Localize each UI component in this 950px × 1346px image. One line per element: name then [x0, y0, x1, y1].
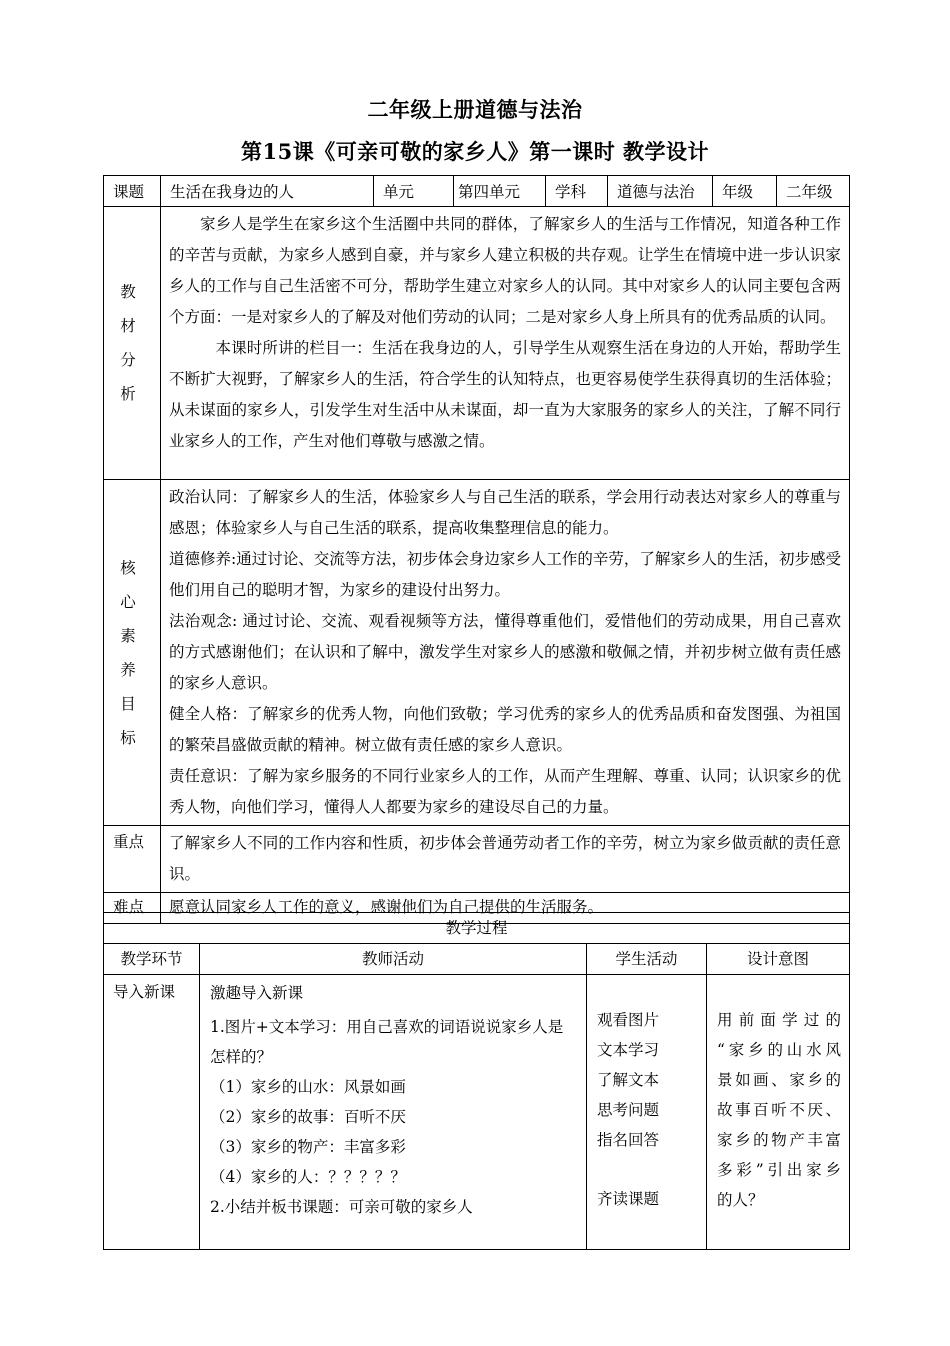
col-student: 学生活动 — [587, 944, 707, 975]
core-goals-text — [161, 480, 850, 826]
col-intent: 设计意图 — [707, 944, 850, 975]
unit-label: 单元 — [374, 176, 454, 207]
core-goals-label: 核 心 素 养 目 标 — [104, 480, 161, 826]
goal-law: 法治观念: 通过讨论、交流、观看视频等方法，懂得尊重他们，爱惜他们的劳动成果，用自己喜欢的方式感谢他们；在认识和了解中，激发学生对家乡人的感激和敬佩之情，并初步树立做有责任感的家乡人意识。 — [169, 612, 841, 692]
col-stage: 教学环节 — [104, 944, 200, 975]
subject-value: 道德与法治 — [608, 176, 713, 207]
unit-value: 第四单元 — [454, 176, 546, 207]
core-goals-row — [104, 480, 850, 826]
material-analysis-row — [104, 207, 850, 480]
lesson-title: 第15课《可亲可敬的家乡人》第一课时 教学设计 — [240, 139, 710, 164]
material-analysis-text — [161, 207, 850, 480]
student-activity: 观看图片 文本学习 了解文本 思考问题 指名回答 齐读课题 — [587, 975, 707, 1250]
topic-label: 课题 — [104, 176, 161, 207]
teacher-item1: 1.图片+文本学习：用自己喜欢的词语说说家乡人是怎样的？ — [210, 1018, 564, 1066]
process-row-intro — [104, 975, 850, 1250]
lesson-info-table — [103, 175, 850, 924]
material-analysis-label: 教 材 分 析 — [104, 207, 161, 480]
teacher-sub1: （1）家乡的山水：风景如画 — [210, 1078, 406, 1096]
goal-moral: 道德修养:通过讨论、交流等方法，初步体会身边家乡人工作的辛劳，了解家乡人的生活，初步感受他们用自己的聪明才智，为家乡的建设付出努力。 — [169, 550, 841, 599]
design-intent: 用前面学过的 “家乡的山水风 景如画、家乡的 故事百听不厌、 家乡的物产丰富 多彩”引出家乡 的人？ — [707, 975, 850, 1250]
process-title: 教学过程 — [104, 913, 850, 944]
key-point-label: 重点 — [104, 826, 161, 893]
goal-political: 政治认同：了解家乡人的生活，体验家乡人与自己生活的联系，学会用行动表达对家乡人的尊重与感恩；体验家乡人与自己生活的联系，提高收集整理信息的能力。 — [169, 488, 841, 537]
goal-responsibility: 责任意识：了解为家乡服务的不同行业家乡人的工作，从而产生理解、尊重、认同；认识家乡的优秀人物，向他们学习，懂得人人都要为家乡的建设尽自己的力量。 — [169, 767, 841, 816]
teacher-heading: 激趣导入新课 — [210, 984, 304, 1002]
difficulty-text: 愿意认同家乡人工作的意义，感谢他们为自己提供的生活服务。 — [161, 893, 850, 924]
header-row — [104, 176, 850, 207]
document-title: 二年级上册道德与法治 — [367, 97, 583, 122]
process-header-row — [104, 944, 850, 975]
teacher-sub3: （3）家乡的物产：丰富多彩 — [210, 1138, 406, 1156]
difficulty-label: 难点 — [104, 893, 161, 924]
material-analysis-para2: 本课时所讲的栏目一：生活在我身边的人，引导学生从观察生活在身边的人开始，帮助学生不断扩大视野，了解家乡人的生活，符合学生的认知特点，也更容易使学生获得真切的生活体验；从未谋面的家乡人，引发学生对生活中从未谋面，却一直为大家服务的家乡人的关注，了解不同行业家乡人的工作，产生对他们尊敬与感激之情。 — [169, 339, 841, 450]
goal-personality: 健全人格：了解家乡的优秀人物，向他们致敬；学习优秀的家乡人的优秀品质和奋发图强、为祖国的繁荣昌盛做贡献的精神。树立做有责任感的家乡人意识。 — [169, 705, 841, 754]
key-point-row — [104, 826, 850, 893]
topic-value: 生活在我身边的人 — [161, 176, 374, 207]
teacher-item2: 2.小结并板书课题：可亲可敬的家乡人 — [210, 1198, 473, 1216]
grade-value: 二年级 — [777, 176, 850, 207]
key-point-text: 了解家乡人不同的工作内容和性质，初步体会普通劳动者工作的辛劳，树立为家乡做贡献的责任意识。 — [161, 826, 850, 893]
teacher-activity — [200, 975, 587, 1250]
teaching-process-table — [103, 912, 850, 1250]
col-teacher: 教师活动 — [200, 944, 587, 975]
grade-label: 年级 — [713, 176, 777, 207]
material-analysis-para1: 家乡人是学生在家乡这个生活圈中共同的群体，了解家乡人的生活与工作情况，知道各种工作的辛苦与贡献，为家乡人感到自豪，并与家乡人建立积极的共存观。让学生在情境中进一步认识家乡人的工作与自己生活密不可分，帮助学生建立对家乡人的认同。其中对家乡人的认同主要包含两个方面：一是对家乡人的了解及对他们劳动的认同；二是对家乡人身上所具有的优秀品质的认同。 — [169, 215, 841, 326]
teacher-sub4: （4）家乡的人：？？？？？ — [210, 1168, 406, 1186]
stage-intro: 导入新课 — [104, 975, 200, 1250]
subject-label: 学科 — [546, 176, 608, 207]
teacher-sub2: （2）家乡的故事：百听不厌 — [210, 1108, 406, 1126]
